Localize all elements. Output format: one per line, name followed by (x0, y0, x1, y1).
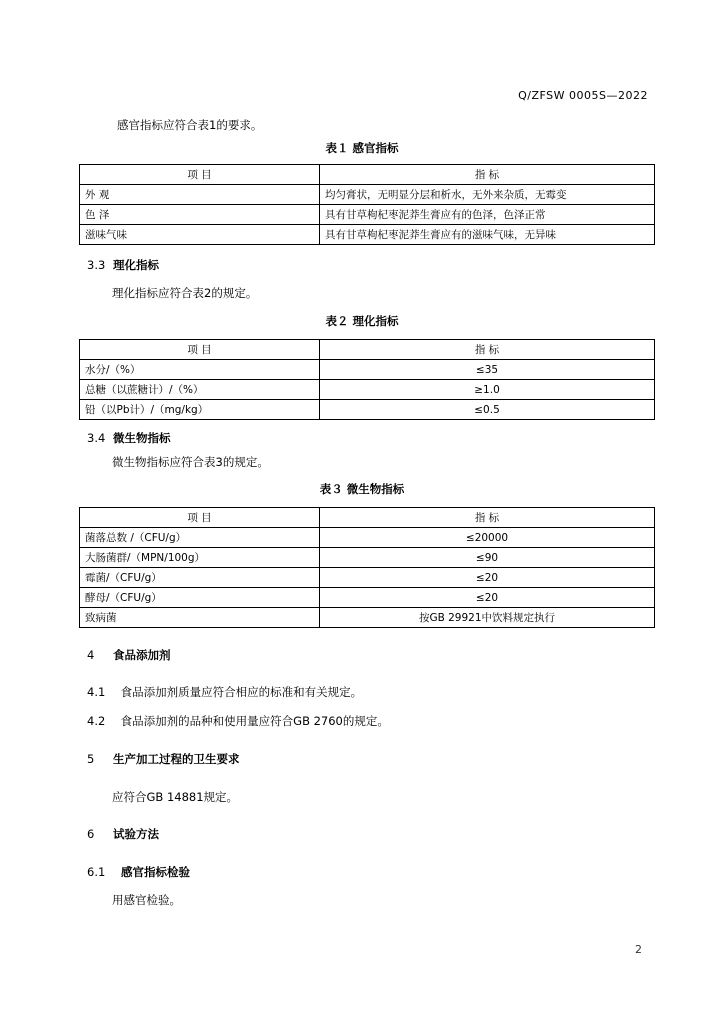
section-title: 微生物指标 (113, 431, 171, 445)
clause-number: 4.2 (87, 714, 106, 728)
table2-physicochemical (79, 339, 655, 420)
table-header-cell: 指 标 (320, 340, 655, 360)
table-cell: 均匀膏状，无明显分层和析水，无外来杂质，无霉变 (320, 185, 655, 205)
section-6-1-text: 用感官检验。 (112, 893, 181, 907)
table-cell: ≤90 (320, 548, 655, 568)
table-row (80, 588, 655, 608)
table-cell: 滋味气味 (80, 225, 320, 245)
section-number: 6.1 (87, 865, 106, 879)
section-title: 生产加工过程的卫生要求 (113, 752, 240, 766)
section-title: 理化指标 (113, 258, 160, 272)
section-title: 食品添加剂 (113, 648, 171, 662)
section-number: 4 (87, 648, 95, 662)
table-cell: ≤35 (320, 360, 655, 380)
table-header-row (80, 508, 655, 528)
section-4-heading (87, 647, 171, 663)
table-cell: 霉菌/（CFU/g） (80, 568, 320, 588)
table-cell: 酵母/（CFU/g） (80, 588, 320, 608)
table-cell: 菌落总数 /（CFU/g） (80, 528, 320, 548)
table-cell: ≤20000 (320, 528, 655, 548)
table-cell: ≤0.5 (320, 400, 655, 420)
table-cell: 按GB 29921中饮料规定执行 (320, 608, 655, 628)
table1-caption: 表１ 感官指标 (325, 141, 399, 155)
section-5-heading (87, 751, 240, 767)
table-row (80, 185, 655, 205)
table-cell: 总糖（以蔗糖计）/（%） (80, 380, 320, 400)
table-cell: ≥1.0 (320, 380, 655, 400)
section-title: 感官指标检验 (121, 865, 191, 879)
section-5-text: 应符合GB 14881规定。 (112, 790, 239, 804)
table-header-cell: 项 目 (80, 165, 320, 185)
table-header-row (80, 165, 655, 185)
table-cell: 色 泽 (80, 205, 320, 225)
table-cell: 具有甘草枸杞枣泥莽生膏应有的滋味气味，无异味 (320, 225, 655, 245)
page-number: 2 (635, 943, 642, 956)
table-header-cell: 项 目 (80, 340, 320, 360)
clause-number: 4.1 (87, 685, 106, 699)
section-number: 6 (87, 827, 95, 841)
table-row (80, 608, 655, 628)
clause-text: 食品添加剂的品种和使用量应符合GB 2760的规定。 (120, 714, 389, 728)
section-number: 3.4 (87, 431, 106, 445)
table2-caption: 表２ 理化指标 (325, 314, 399, 328)
table3-microbiological (79, 507, 655, 628)
clause-4-2 (87, 713, 389, 729)
table-row (80, 360, 655, 380)
table-cell: 铅（以Pb计）/（mg/kg） (80, 400, 320, 420)
table-header-cell: 指 标 (320, 165, 655, 185)
section-3-4-text: 微生物指标应符合表3的规定。 (112, 455, 269, 469)
table-cell: ≤20 (320, 588, 655, 608)
section-number: 3.3 (87, 258, 106, 272)
table-cell: 致病菌 (80, 608, 320, 628)
section-3-3-text: 理化指标应符合表2的规定。 (112, 286, 258, 300)
table-header-cell: 项 目 (80, 508, 320, 528)
section-3-4-heading (87, 430, 171, 446)
section-6-heading (87, 826, 159, 842)
table-row (80, 225, 655, 245)
table3-caption: 表３ 微生物指标 (319, 482, 405, 496)
section-number: 5 (87, 752, 95, 766)
table-row (80, 205, 655, 225)
clause-text: 食品添加剂质量应符合相应的标准和有关规定。 (120, 685, 363, 699)
table-row (80, 380, 655, 400)
table-cell: ≤20 (320, 568, 655, 588)
table-cell: 外 观 (80, 185, 320, 205)
table1-sensory (79, 164, 655, 245)
document-code: Q/ZFSW 0005S—2022 (518, 89, 648, 102)
table-cell: 大肠菌群/（MPN/100g） (80, 548, 320, 568)
table-row (80, 548, 655, 568)
section-3-3-heading (87, 257, 159, 273)
table-cell: 具有甘草枸杞枣泥莽生膏应有的色泽，色泽正常 (320, 205, 655, 225)
intro-paragraph: 感官指标应符合表1的要求。 (117, 118, 263, 132)
table-header-row (80, 340, 655, 360)
table-row (80, 528, 655, 548)
clause-4-1 (87, 684, 362, 700)
table-cell: 水分/（%） (80, 360, 320, 380)
section-title: 试验方法 (113, 827, 160, 841)
section-6-1-heading (87, 864, 190, 880)
table-row (80, 568, 655, 588)
table-header-cell: 指 标 (320, 508, 655, 528)
table-row (80, 400, 655, 420)
